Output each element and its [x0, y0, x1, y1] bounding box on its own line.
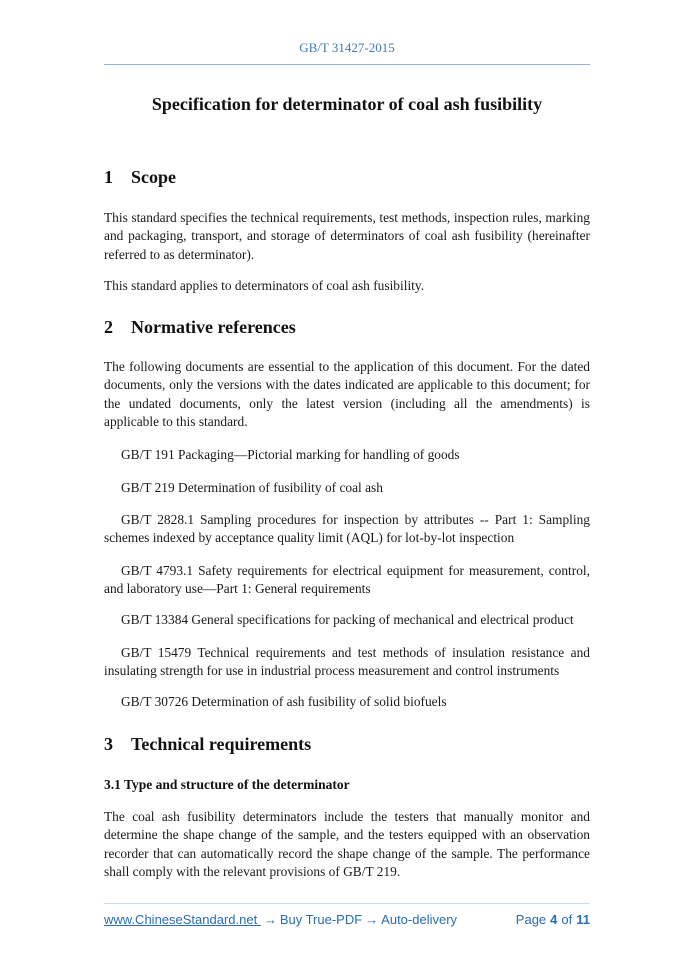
- page-footer: [104, 912, 590, 927]
- page-label: Page: [515, 912, 547, 927]
- arrow-right-icon: →: [263, 912, 277, 927]
- section-number: 3: [104, 734, 113, 754]
- page-of-label: of: [561, 912, 573, 927]
- header-divider: [104, 64, 590, 65]
- reference-item: GB/T 13384 General specifications for packing of mechanical and electrical product: [121, 612, 574, 627]
- section-heading-scope: [104, 167, 176, 188]
- footer-divider: [104, 903, 590, 904]
- page-current: 4: [550, 912, 558, 927]
- page-indicator: [516, 912, 590, 927]
- arrow-right-icon: →: [365, 912, 379, 927]
- chinesestandard-link[interactable]: www.ChineseStandard.net: [104, 912, 261, 927]
- section-number: 1: [104, 167, 113, 187]
- section-title: Normative references: [131, 317, 296, 337]
- section-heading-normative-references: [104, 317, 296, 338]
- subsection-heading-type-structure: 3.1 Type and structure of the determinator: [104, 777, 350, 792]
- buy-true-pdf-text: Buy True-PDF: [279, 912, 363, 927]
- type-structure-paragraph: The coal ash fusibility determinators include the testers that manually monitor and determine the shape change of the sample, and the testers equipped with an observation recorder that can automatically record the shape change of the sample. The performance shall comply with the relevant provisions of GB/T 219.: [104, 809, 590, 879]
- page-header-standard-code: GB/T 31427-2015: [299, 40, 395, 55]
- auto-delivery-text: Auto-delivery: [381, 912, 458, 927]
- normative-references-intro: The following documents are essential to the application of this document. For the dated documents, only the versions with the dates indicated are applicable to this document; for the undated documents, only the latest version (including all the amendments) is applicable to this standard.: [104, 359, 590, 429]
- section-number: 2: [104, 317, 113, 337]
- footer-promo: [104, 912, 457, 927]
- reference-item: GB/T 219 Determination of fusibility of coal ash: [121, 480, 383, 495]
- section-title: Scope: [131, 167, 176, 187]
- page-total: 11: [576, 912, 590, 927]
- document-title: Specification for determinator of coal ash fusibility: [151, 94, 543, 114]
- scope-paragraph-1: This standard specifies the technical requirements, test methods, inspection rules, marking and packaging, transport, and storage of determinators of coal ash fusibility (hereinafter referred to as determinator).: [104, 210, 590, 262]
- reference-item: GB/T 30726 Determination of ash fusibility of solid biofuels: [121, 694, 447, 709]
- reference-item: GB/T 4793.1 Safety requirements for electrical equipment for measurement, control, and laboratory use—Part 1: General requirements: [104, 563, 590, 597]
- reference-item: GB/T 2828.1 Sampling procedures for inspection by attributes -- Part 1: Sampling schemes indexed by acceptance quality limit (AQL) for lot-by-lot inspection: [104, 512, 590, 546]
- section-heading-technical-requirements: [104, 734, 311, 755]
- scope-paragraph-2: This standard applies to determinators of coal ash fusibility.: [104, 278, 425, 293]
- section-title: Technical requirements: [131, 734, 312, 754]
- reference-item: GB/T 191 Packaging—Pictorial marking for handling of goods: [121, 447, 460, 462]
- reference-item: GB/T 15479 Technical requirements and test methods of insulation resistance and insulating strength for use in industrial process measurement and control instruments: [104, 645, 590, 679]
